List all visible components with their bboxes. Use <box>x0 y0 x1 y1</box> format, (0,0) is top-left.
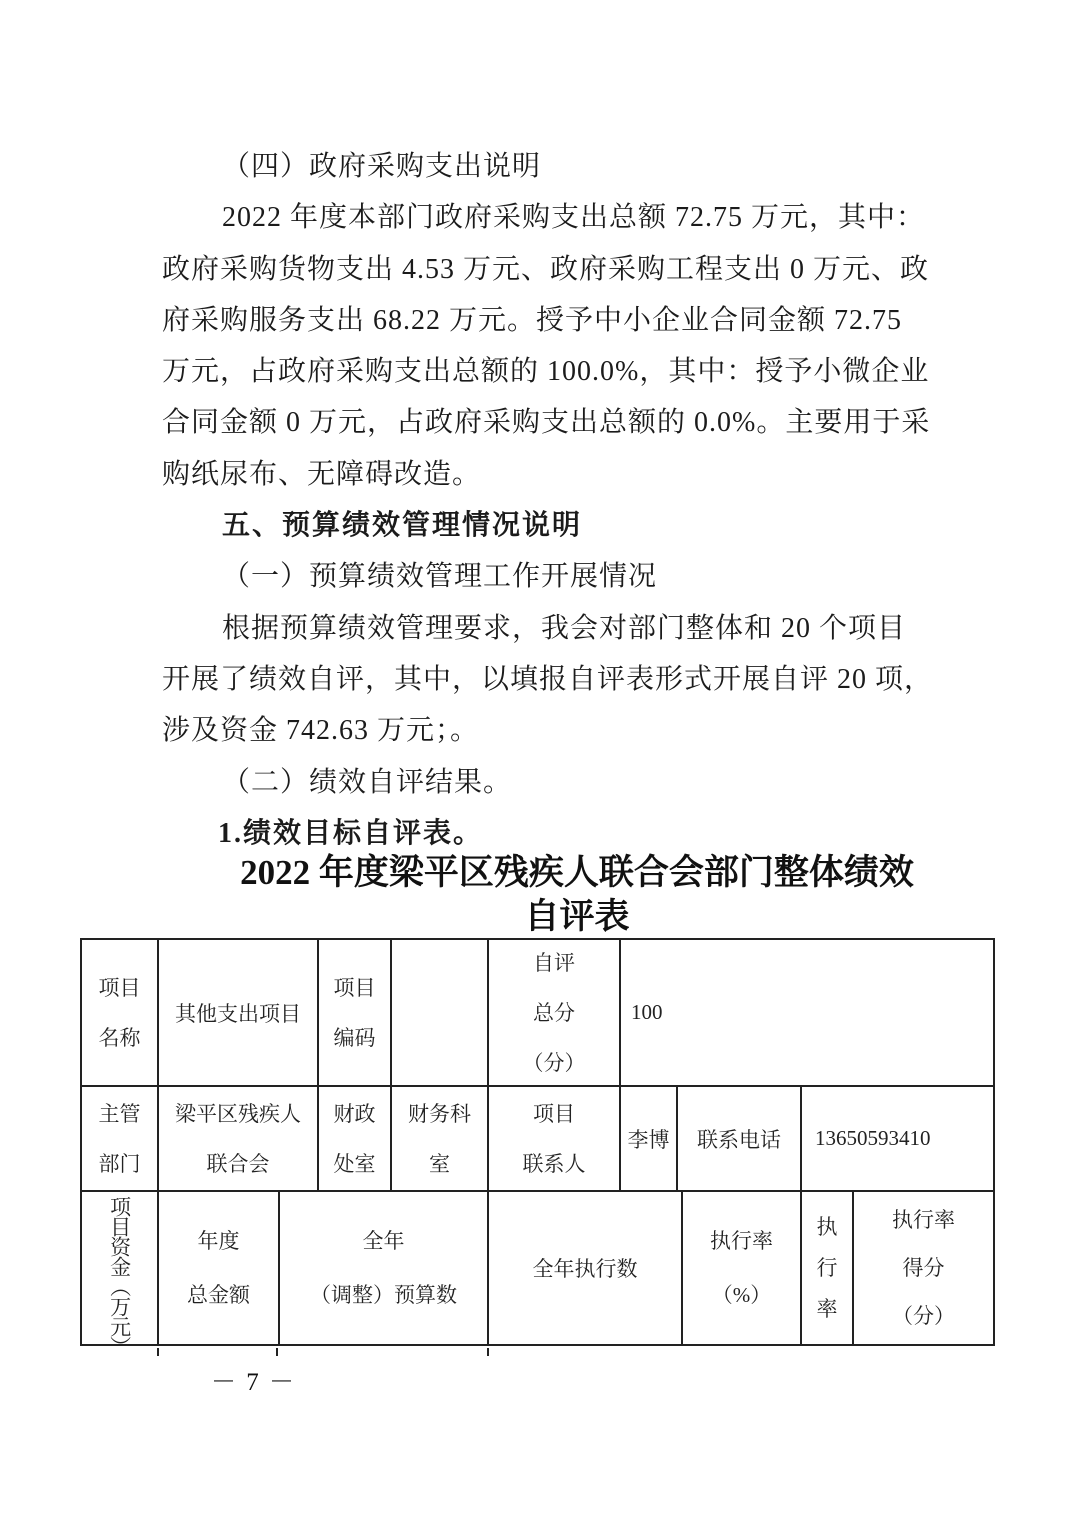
table-row-department <box>82 1087 993 1192</box>
cell-adjusted-budget-label: 全年 （调整）预算数 <box>280 1192 489 1344</box>
cell-finance-office-label: 财政 处室 <box>319 1087 392 1190</box>
para-procurement-line-4: 万元，占政府采购支出总额的 100.0%，其中：授予小微企业 <box>162 356 930 388</box>
column-rule-stub <box>157 1348 159 1356</box>
cell-project-code-label: 项目 编码 <box>319 940 392 1085</box>
performance-self-eval-table <box>80 938 995 1356</box>
column-rule-stub <box>276 1348 278 1356</box>
table-title-line2: 自评表 <box>524 897 630 936</box>
cell-phone-label: 联系电话 <box>678 1087 802 1190</box>
cell-dept-value: 梁平区残疾人 联合会 <box>159 1087 319 1190</box>
table-title-line1: 2022 年度梁平区残疾人联合会部门整体绩效 <box>240 853 914 892</box>
heading-performance-work: （一）预算绩效管理工作开展情况 <box>222 561 658 593</box>
table-title <box>0 851 1074 939</box>
cell-project-name-value: 其他支出项目 <box>159 940 319 1085</box>
body-text <box>162 141 934 859</box>
para-procurement-line-1: 2022 年度本部门政府采购支出总额 72.75 万元，其中： <box>222 202 926 234</box>
column-rule-stub <box>487 1348 489 1356</box>
para-procurement-line-6: 购纸尿布、无障碍改造。 <box>162 458 482 490</box>
heading-performance-mgmt: 五、预算绩效管理情况说明 <box>222 510 583 542</box>
cell-execution-score-label: 执行率 得分 （分） <box>892 1208 955 1328</box>
heading-self-eval-result: （二）绩效自评结果。 <box>222 766 513 798</box>
page-number: － 7 － <box>211 1369 297 1396</box>
cell-execution-rate-label: 执行率 （%） <box>683 1192 802 1344</box>
para-performance-line-3: 涉及资金 742.63 万元；。 <box>162 715 480 747</box>
para-procurement-line-2: 政府采购货物支出 4.53 万元、政府采购工程支出 0 万元、政 <box>162 253 930 285</box>
cell-annual-total-label: 年度 总金额 <box>159 1192 280 1344</box>
table-row-project <box>82 940 993 1087</box>
cell-project-funds-label: 项目资金（万元） <box>82 1192 159 1344</box>
cell-project-code-value <box>392 940 489 1085</box>
cell-phone-value: 13650593410 <box>815 1126 931 1150</box>
cell-contact-label: 项目 联系人 <box>489 1087 621 1190</box>
para-performance-line-1: 根据预算绩效管理要求，我会对部门整体和 20 个项目 <box>222 612 907 644</box>
heading-gov-procurement: （四）政府采购支出说明 <box>222 151 542 182</box>
cell-self-score-value: 100 <box>631 1000 663 1024</box>
para-procurement-line-5: 合同金额 0 万元，占政府采购支出总额的 0.0%。主要用于采 <box>162 407 931 439</box>
cell-contact-name: 李博 <box>621 1087 678 1190</box>
table-row-funds <box>82 1192 993 1356</box>
para-procurement-line-3: 府采购服务支出 68.22 万元。授予中小企业合同金额 72.75 <box>162 304 903 336</box>
heading-self-eval-table: 1.绩效目标自评表。 <box>218 817 484 849</box>
para-performance-line-2: 开展了绩效自评，其中，以填报自评表形式开展自评 20 项， <box>162 663 934 695</box>
cell-self-score-label: 自评 总分 （分） <box>489 940 621 1085</box>
cell-execution-rate-vertical-label: 执 行 率 <box>802 1192 854 1344</box>
cell-annual-execution-label: 全年执行数 <box>489 1192 683 1344</box>
cell-dept-label: 主管 部门 <box>82 1087 159 1190</box>
cell-finance-office-value: 财务科 室 <box>392 1087 489 1190</box>
cell-project-name-label: 项目 名称 <box>82 940 159 1085</box>
